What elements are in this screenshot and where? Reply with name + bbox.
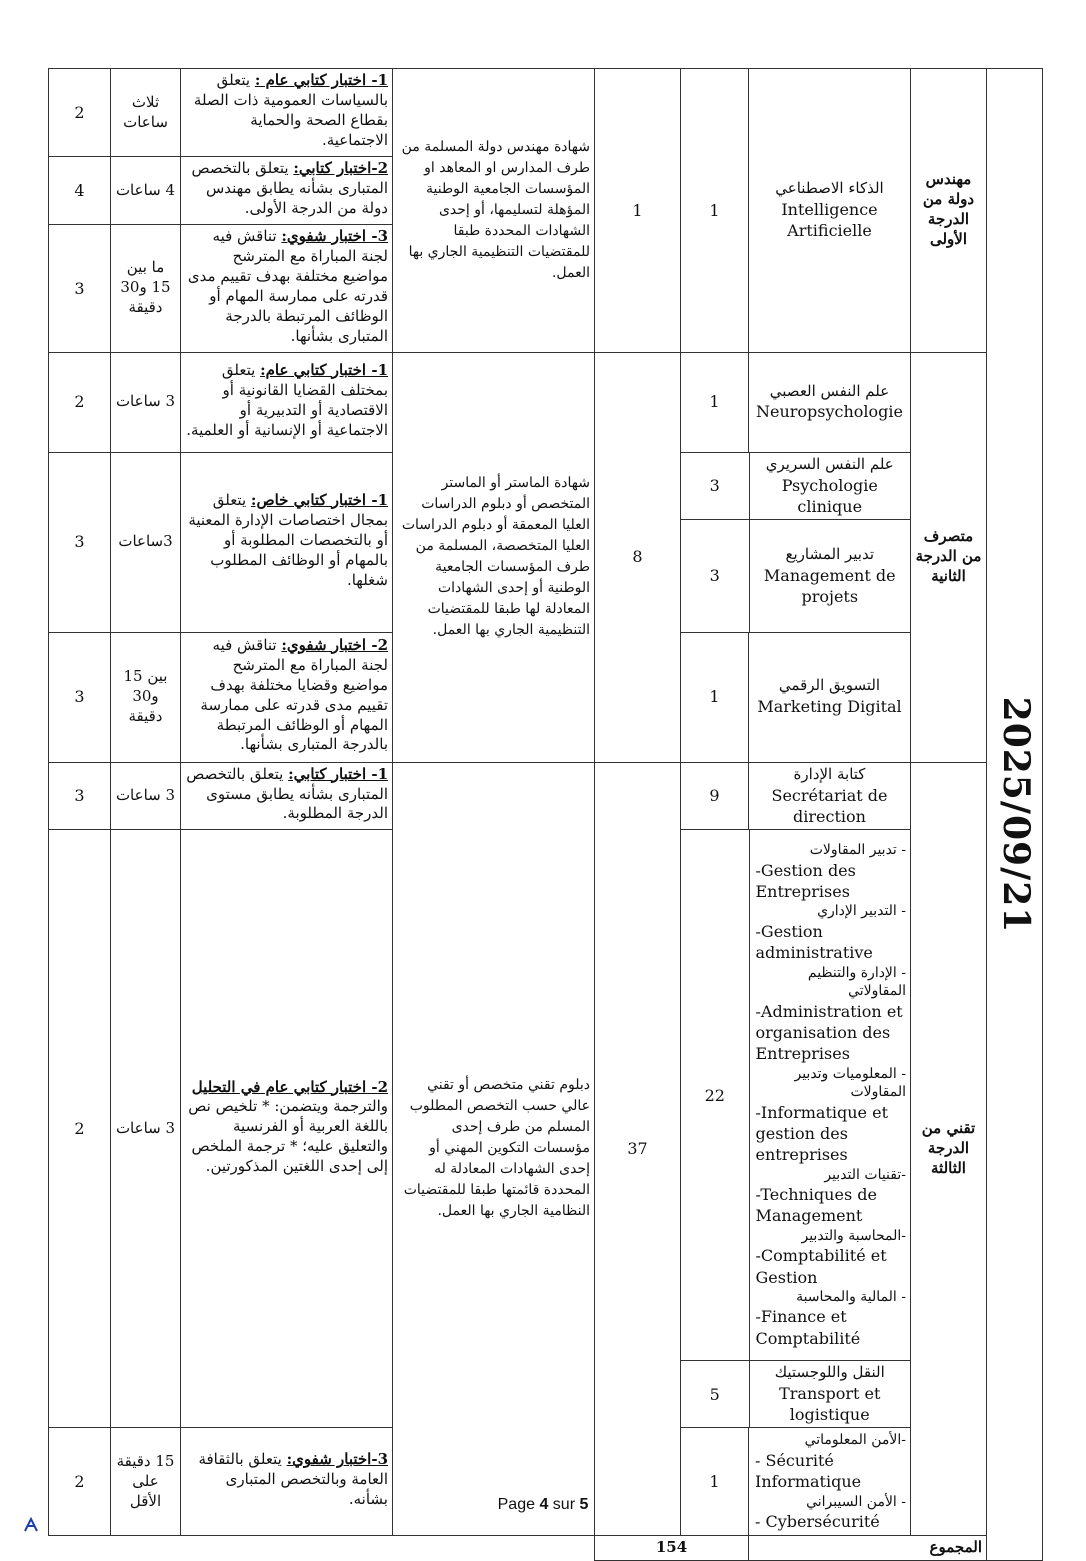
- coef: 3: [49, 225, 111, 353]
- duration: بين 15 و30 دقيقة: [111, 632, 181, 762]
- exam-body: تناقش فيه لجنة المباراة مع المترشح مواضيع مختلفة بهدف تقييم مدى قدرته على ممارسة المهام أو الوظائف المرتبطة بالدرجة المتبارى بشأنها.: [187, 227, 388, 345]
- specialty: [749, 69, 911, 353]
- specialty-fr: Transport et logistique: [779, 1383, 881, 1425]
- total-posts: 8: [595, 352, 681, 762]
- specialty-posts: 9: [681, 762, 749, 830]
- duration: 3 ساعات: [111, 762, 181, 830]
- exam-title: 1- اختبار كتابي عام :: [254, 71, 388, 90]
- grade: متصرف من الدرجة الثانية: [911, 352, 987, 762]
- list-item-fr: -Comptabilité et Gestion: [755, 1246, 887, 1287]
- total-value: 154: [595, 1536, 749, 1561]
- specialty-fr: Psychologie clinique: [781, 475, 878, 516]
- exam-title: 1- اختبار كتابي خاص:: [250, 490, 388, 509]
- grade: مهندس دولة من الدرجة الأولى: [911, 69, 987, 353]
- qualification: شهادة مهندس دولة المسلمة من طرف المدارس او المعاهد او المؤسسات الجامعية الوطنية المؤهلة لتسليمها، أو إحدى الشهادات المحددة طبقا للمقتضيات التنظيمية الجاري بها العمل.: [393, 69, 595, 353]
- exam-body: والترجمة ويتضمن: * تلخيص نص باللغة العربية أو الفرنسية والتعليق عليه؛ * ترجمة الملخص إلى إحدى اللغتين المذكورتين.: [188, 1097, 388, 1176]
- exam-title: 1- اختبار كتابي عام:: [260, 360, 388, 379]
- specialty: [749, 352, 911, 452]
- coef: 2: [49, 69, 111, 157]
- qualification: شهادة الماستر أو الماستر المتخصص أو دبلوم الدراسات العليا المعمقة أو دبلوم الدراسات العليا المتخصصة، المسلمة من طرف المؤسسات الجامعية الوطنية أو إحدى الشهادات المعادلة لها طبقا للمقتضيات التنظيمية الجاري بها العمل.: [393, 352, 595, 762]
- specialty-posts: 3: [681, 453, 749, 520]
- specialty-fr: Intelligence Artificielle: [781, 200, 878, 241]
- coef: 3: [49, 452, 111, 632]
- specialty: [749, 1360, 910, 1427]
- coef: 2: [49, 352, 111, 452]
- specialty-list: [749, 830, 910, 1360]
- list-item-fr: -Gestion administrative: [755, 922, 873, 963]
- list-item-ar: - تدبير المقاولات: [809, 842, 906, 859]
- duration: 3 ساعات: [111, 352, 181, 452]
- coef: 2: [49, 1428, 111, 1536]
- specialty-list: [749, 1428, 911, 1536]
- specialty-fr: Management de projets: [763, 565, 896, 606]
- list-item-ar: - المالية والمحاسبة: [796, 1288, 906, 1305]
- footer-prefix: Page: [497, 1496, 540, 1513]
- total-row: [49, 1536, 1043, 1561]
- exam-title: 2- اختبار كتابي عام في التحليل: [191, 1077, 388, 1096]
- duration: ما بين 15 و30 دقيقة: [111, 225, 181, 353]
- duration: 3ساعات: [111, 452, 181, 632]
- exam-cell: [181, 452, 393, 632]
- specialty: [749, 453, 910, 520]
- footer-middle: sur: [548, 1496, 580, 1513]
- specialty-posts: 1: [681, 352, 749, 452]
- grade: تقني من الدرجة الثالثة: [911, 762, 987, 1536]
- specialty-posts: 3: [681, 520, 749, 632]
- list-item-ar: - الإدارة والتنظيم المقاولاتي: [807, 964, 906, 1000]
- footer-total: 5: [579, 1496, 589, 1513]
- specialty: [749, 762, 911, 830]
- exam-title: 1- اختبار كتابي:: [288, 764, 388, 783]
- specialty-ar: التسويق الرقمي: [778, 676, 881, 695]
- duration: 15 دقيقة على الأقل: [111, 1428, 181, 1536]
- specialty-stack: [681, 452, 911, 632]
- list-item-ar: - الأمن السيبراني: [806, 1493, 906, 1510]
- exam-cell: [181, 1428, 393, 1536]
- coef: 3: [49, 632, 111, 762]
- list-item-ar: -تقنيات التدبير: [824, 1166, 906, 1183]
- specialty-posts: 5: [681, 1360, 749, 1427]
- specialty-ar: علم النفس السريري: [765, 454, 894, 473]
- specialty-fr: Neuropsychologie: [755, 402, 904, 422]
- date-column: [987, 69, 1043, 1561]
- qualification: دبلوم تقني متخصص أو تقني عالي حسب التخصص المطلوب المسلم من طرف إحدى مؤسسات التكوين المهني أو إحدى الشهادات المعادلة له المحددة قائمتها طبقا للمقتضيات النظامية الجاري بها العمل.: [393, 762, 595, 1536]
- list-item-fr: - Cybersécurité: [755, 1512, 880, 1532]
- list-item-ar: -الأمن المعلوماتي: [804, 1432, 906, 1449]
- exam-cell: [181, 762, 393, 830]
- exam-cell: [181, 225, 393, 353]
- specialty-posts: 1: [681, 1428, 749, 1536]
- total-posts: 1: [595, 69, 681, 353]
- list-item-fr: -Gestion des Entreprises: [755, 860, 856, 902]
- coef: 4: [49, 157, 111, 225]
- list-item-fr: -Administration et organisation des Entreprises: [755, 1001, 903, 1064]
- exam-body: يتعلق بالتخصص المتبارى بشأنه يطابق مستوى الدرجة المطلوبة.: [186, 764, 388, 823]
- list-item-fr: - Sécurité Informatique: [755, 1450, 862, 1492]
- specialty-ar: الذكاء الاصطناعي: [775, 179, 884, 198]
- specialty-fr: Marketing Digital: [757, 697, 902, 717]
- specialty-ar: كتابة الإدارة: [793, 764, 866, 783]
- exam-title: 2- اختبار شفوي:: [281, 635, 388, 654]
- exam-body: يتعلق بمختلف القضايا القانونية أو الاقتصادية أو التدبيرية أو الاجتماعية أو الإنسانية أو العلمية.: [186, 360, 388, 439]
- specialty-posts: 1: [681, 632, 749, 762]
- list-item-fr: -Finance et Comptabilité: [755, 1307, 861, 1348]
- s1-row-1: [49, 69, 1043, 157]
- specialty: [749, 632, 911, 762]
- coef: 2: [49, 830, 111, 1428]
- exam-title: 2-اختبار كتابي:: [293, 159, 388, 178]
- specialty-stack: [681, 830, 911, 1428]
- specialty-ar: النقل واللوجستيك: [774, 1362, 885, 1381]
- duration: 3 ساعات: [111, 830, 181, 1428]
- list-item-ar: - المعلوميات وتدبير المقاولات: [794, 1065, 906, 1101]
- date-stamp: 2025/09/21: [994, 696, 1037, 933]
- scanner-mark-icon: [22, 1516, 40, 1534]
- specialty-fr: Secrétariat de direction: [771, 785, 888, 826]
- total-posts: 37: [595, 762, 681, 1536]
- duration: 4 ساعات: [111, 157, 181, 225]
- exam-cell: [181, 830, 393, 1428]
- exam-body: تناقش فيه لجنة المباراة مع المترشح مواضيع وقضايا مختلفة بهدف تقييم مدى قدرته على ممارسة المهام أو الوظائف المرتبطة بالدرجة المتبارى بشأنها.: [200, 635, 388, 754]
- list-item-ar: - التدبير الإداري: [817, 903, 906, 920]
- duration: ثلاث ساعات: [111, 69, 181, 157]
- exam-body: يتعلق بالتخصص المتبارى بشأنه يطابق مهندس دولة من الدرجة الأولى.: [191, 159, 388, 217]
- footer-current: 4: [539, 1496, 549, 1513]
- positions-table: [48, 68, 1043, 1561]
- coef: 3: [49, 762, 111, 830]
- specialty-ar: علم النفس العصبي: [769, 381, 890, 400]
- exam-cell: [181, 632, 393, 762]
- exam-body: يتعلق بمجال اختصاصات الإدارة المعنية أو بالتخصصات المطلوبة أو بالمهام أو الوظائف المطلوب شغلها.: [188, 490, 388, 589]
- list-item-fr: -Techniques de Management: [755, 1185, 877, 1226]
- list-item-fr: -Informatique et gestion des entreprises: [755, 1102, 888, 1165]
- page-footer: [0, 1496, 1086, 1514]
- exam-cell: [181, 157, 393, 225]
- list-item-ar: -المحاسبة والتدبير: [801, 1227, 906, 1244]
- exam-cell: [181, 69, 393, 157]
- exam-body: يتعلق بالسياسات العمومية ذات الصلة بقطاع الصحة والحماية الاجتماعية.: [193, 71, 388, 149]
- specialty-posts: 1: [681, 69, 749, 353]
- specialty: [749, 520, 910, 632]
- s3-row-1: [49, 762, 1043, 830]
- exam-title: 3- اختبار شفوي:: [281, 227, 388, 245]
- s2-row-1: [49, 352, 1043, 452]
- exam-cell: [181, 352, 393, 452]
- exam-title: 3-اختبار شفوي:: [286, 1450, 388, 1469]
- exam-body: يتعلق بالثقافة العامة وبالتخصص المتبارى بشأنه.: [198, 1450, 388, 1509]
- specialty-posts: 22: [681, 830, 749, 1360]
- specialty-ar: تدبير المشاريع: [785, 544, 875, 563]
- total-label: المجموع: [749, 1536, 987, 1561]
